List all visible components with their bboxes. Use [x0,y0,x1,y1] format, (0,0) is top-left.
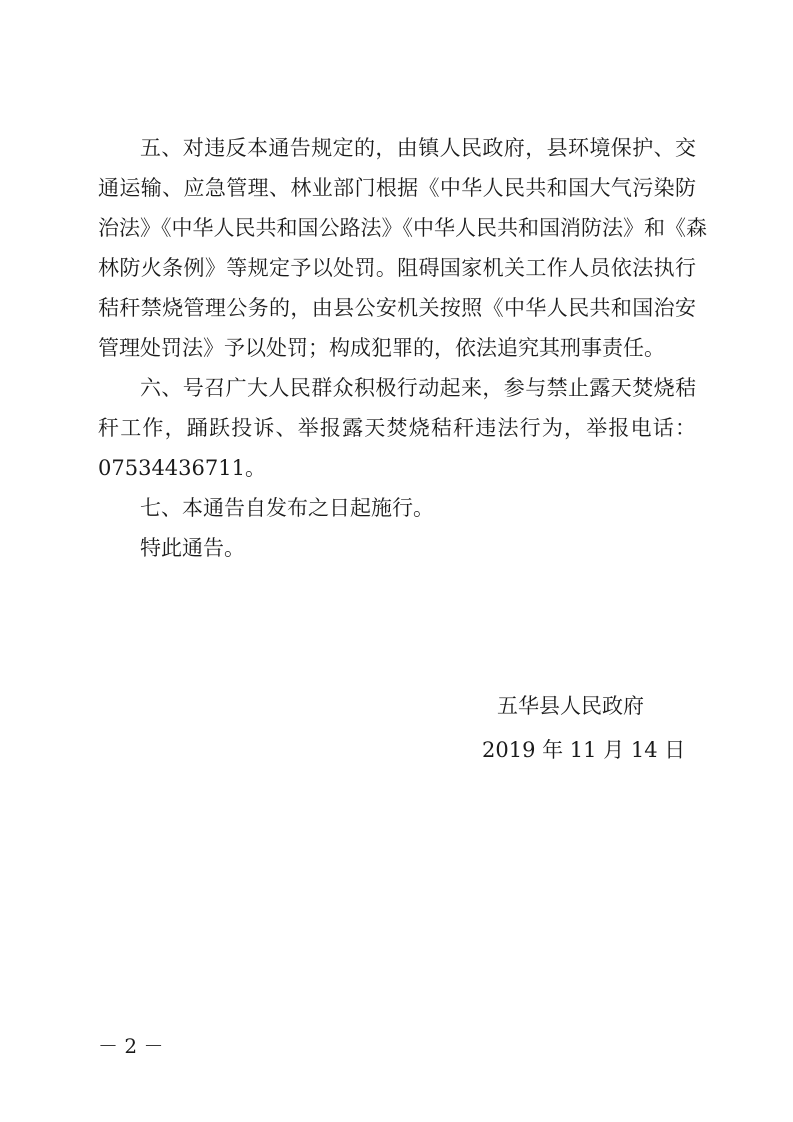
paragraph-5-line-2: 通运输、应急管理、林业部门根据《中华人民共和国大气污染防 [98,176,696,200]
paragraph-5-line-4: 林防火条例》等规定予以处罚。阻碍国家机关工作人员依法执行 [98,256,696,280]
page-number: － 2 － [98,1034,164,1058]
document-body [98,128,707,568]
paragraph-5-line-5: 秸秆禁烧管理公务的，由县公安机关按照《中华人民共和国治安 [98,296,696,320]
signature-organization: 五华县人民政府 [497,694,644,718]
paragraph-5-line-3: 治法》《中华人民共和国公路法》《中华人民共和国消防法》和《森 [98,216,707,240]
paragraph-5 [98,128,707,368]
paragraph-7-line-1: 七、本通告自发布之日起施行。 [140,496,434,520]
signature-date: 2019 年 11 月 14 日 [482,738,686,762]
paragraph-5-line-6: 管理处罚法》予以处罚；构成犯罪的，依法追究其刑事责任。 [98,336,665,360]
paragraph-6-line-2: 秆工作，踊跃投诉、举报露天焚烧秸秆违法行为，举报电话： [98,416,696,440]
paragraph-6 [98,368,696,488]
closing-text: 特此通告。 [140,536,245,560]
paragraph-5-line-1: 五、对违反本通告规定的，由镇人民政府，县环境保护、交 [140,136,696,160]
paragraph-7 [98,488,696,528]
paragraph-6-line-3: 07534436711。 [98,456,266,480]
paragraph-6-line-1: 六、号召广大人民群众积极行动起来，参与禁止露天焚烧秸 [140,376,696,400]
closing-line [98,528,696,568]
